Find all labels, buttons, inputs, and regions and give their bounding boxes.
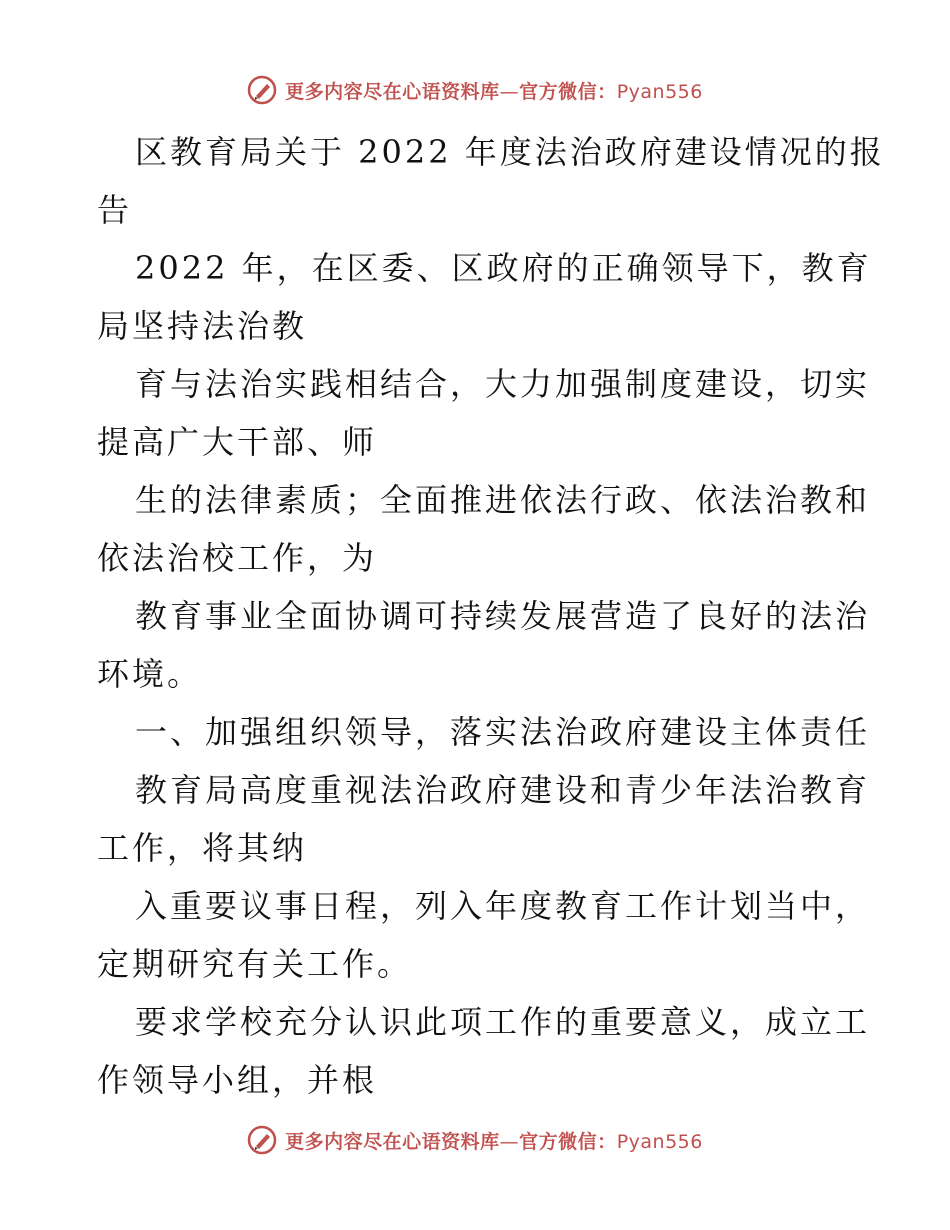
document-line: 要求学校充分认识此项工作的重要意义，成立工 (135, 1003, 871, 1041)
watermark-official-label: 官方微信： (519, 80, 617, 103)
document-line: 生的法律素质；全面推进依法行政、依法治教和 (135, 481, 871, 519)
brand-logo-icon (247, 1125, 277, 1155)
watermark-header (0, 70, 950, 110)
watermark-brand: 更多内容尽在心语资料库 (285, 1130, 500, 1153)
document-line: 入重要议事日程，列入年度教育工作计划当中， (135, 887, 871, 925)
document-body (97, 123, 885, 1109)
document-line: 依法治校工作，为 (97, 539, 378, 577)
document-line: 2022 年，在区委、区政府的正确领导下，教育 (135, 249, 872, 287)
document-line: 提高广大干部、师 (97, 423, 378, 461)
watermark-official-label: 官方微信： (519, 1130, 617, 1153)
document-line: 教育事业全面协调可持续发展营造了良好的法治 (135, 597, 871, 635)
brand-logo-icon (247, 75, 277, 105)
watermark-dash: — (499, 1130, 520, 1153)
watermark-wechat-id: Pyan556 (616, 80, 703, 103)
watermark-wechat-id: Pyan556 (616, 1130, 703, 1153)
watermark-text (285, 77, 703, 104)
document-line: 局坚持法治教 (97, 307, 308, 345)
document-line: 作领导小组，并根 (97, 1061, 378, 1099)
watermark-text (285, 1127, 703, 1154)
document-line: 育与法治实践相结合，大力加强制度建设，切实 (135, 365, 871, 403)
watermark-brand: 更多内容尽在心语资料库 (285, 80, 500, 103)
document-line: 工作，将其纳 (97, 829, 308, 867)
document-line: 区教育局关于 2022 年度法治政府建设情况的报 (135, 133, 885, 171)
document-line: 环境。 (97, 655, 203, 693)
document-line: 告 (97, 191, 133, 229)
watermark-dash: — (499, 80, 520, 103)
document-line: 定期研究有关工作。 (97, 945, 413, 983)
document-line: 一、加强组织领导，落实法治政府建设主体责任 (135, 713, 871, 751)
document-line: 教育局高度重视法治政府建设和青少年法治教育 (135, 771, 871, 809)
watermark-footer (0, 1120, 950, 1160)
